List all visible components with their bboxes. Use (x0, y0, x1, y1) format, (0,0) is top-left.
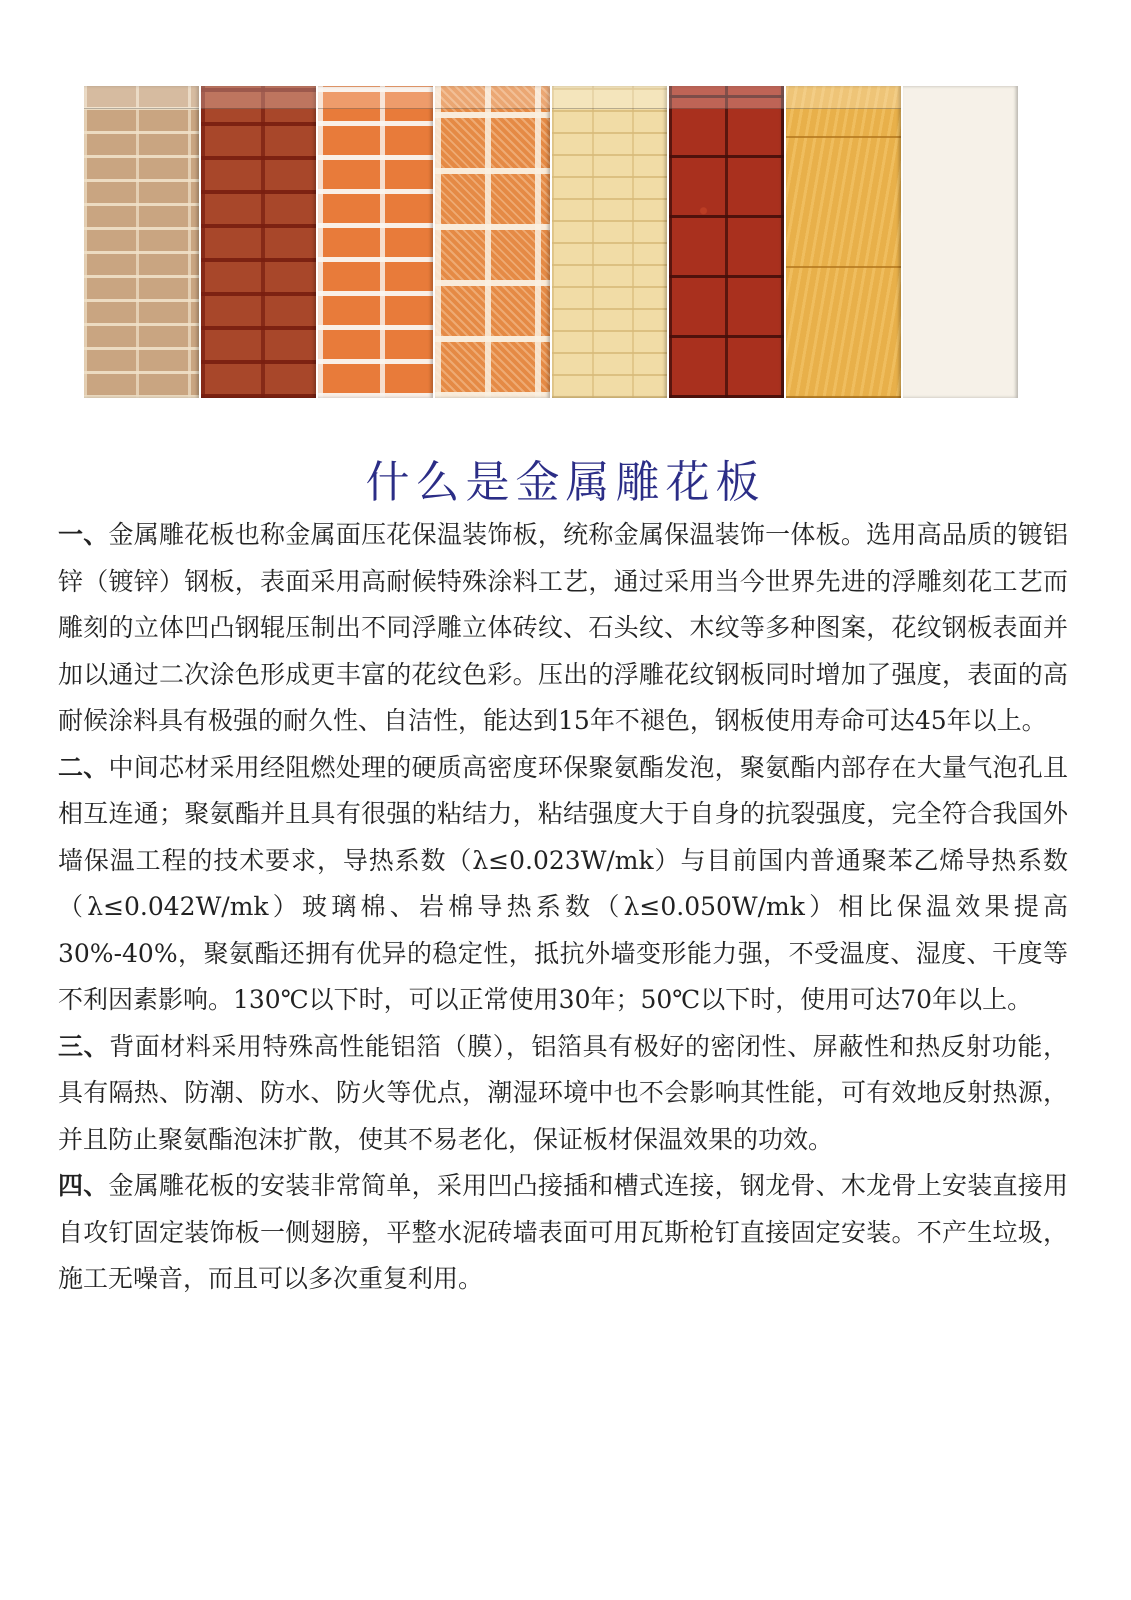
panel-red-brick (201, 86, 316, 398)
page-title: 什么是金属雕花板 (365, 457, 766, 508)
panel-beige-brick (84, 86, 199, 398)
panel-orange-brick (318, 86, 433, 398)
paragraph-label: 二、 (58, 752, 109, 782)
paragraph-label: 一、 (58, 520, 109, 549)
paragraph-4 (58, 1163, 1068, 1303)
panel-dark-red-stone (669, 86, 784, 398)
panel-wood-grain (786, 86, 901, 398)
paragraph-text: 中间芯材采用经阻燃处理的硬质高密度环保聚氨酯发泡，聚氨酯内部存在大量气泡孔且相互连通；聚氨酯并且具有很强的粘结力，粘结强度大于自身的抗裂强度，完全符合我国外墙保温工程的技术要求，导热系数（λ≤0.023W/mk）与目前国内普通聚苯乙烯导热系数（λ≤0.042W/mk）玻璃棉、岩棉导热系数（λ≤0.050W/mk）相比保温效果提高30%-40%，聚氨酯还拥有优异的稳定性，抵抗外墙变形能力强，不受温度、湿度、干度等不利因素影响。130℃以下时，可以正常使用30年；50℃以下时，使用可达70年以上。 (58, 752, 1068, 1014)
paragraph-label: 三、 (58, 1031, 110, 1061)
paragraph-label: 四、 (58, 1171, 109, 1200)
paragraph-text: 背面材料采用特殊高性能铝箔（膜），铝箔具有极好的密闭性、屏蔽性和热反射功能，具有隔热、防潮、防水、防火等优点，潮湿环境中也不会影响其性能，可有效地反射热源，并且防止聚氨酯泡沫扩散，使其不易老化，保证板材保温效果的功效。 (58, 1031, 1068, 1154)
panel-cream-stone (552, 86, 667, 398)
body-text (58, 512, 1068, 1303)
paragraph-3 (58, 1024, 1068, 1164)
paragraph-1 (58, 512, 1068, 745)
paragraph-2 (58, 745, 1068, 1024)
panel-white-plain (903, 86, 1018, 398)
product-panels-image (84, 86, 1018, 398)
paragraph-text: 金属雕花板也称金属面压花保温装饰板，统称金属保温装饰一体板。选用高品质的镀铝锌（镀锌）钢板，表面采用高耐候特殊涂料工艺，通过采用当今世界先进的浮雕刻花工艺而雕刻的立体凹凸钢辊压制出不同浮雕立体砖纹、石头纹、木纹等多种图案，花纹钢板表面并加以通过二次涂色形成更丰富的花纹色彩。压出的浮雕花纹钢板同时增加了强度，表面的高耐候涂料具有极强的耐久性、自洁性，能达到15年不褪色，钢板使用寿命可达45年以上。 (58, 520, 1068, 735)
panel-orange-stone (435, 86, 550, 398)
paragraph-text: 金属雕花板的安装非常简单，采用凹凸接插和槽式连接，钢龙骨、木龙骨上安装直接用自攻钉固定装饰板一侧翅膀，平整水泥砖墙表面可用瓦斯枪钉直接固定安装。不产生垃圾，施工无噪音，而且可以多次重复利用。 (58, 1171, 1068, 1293)
